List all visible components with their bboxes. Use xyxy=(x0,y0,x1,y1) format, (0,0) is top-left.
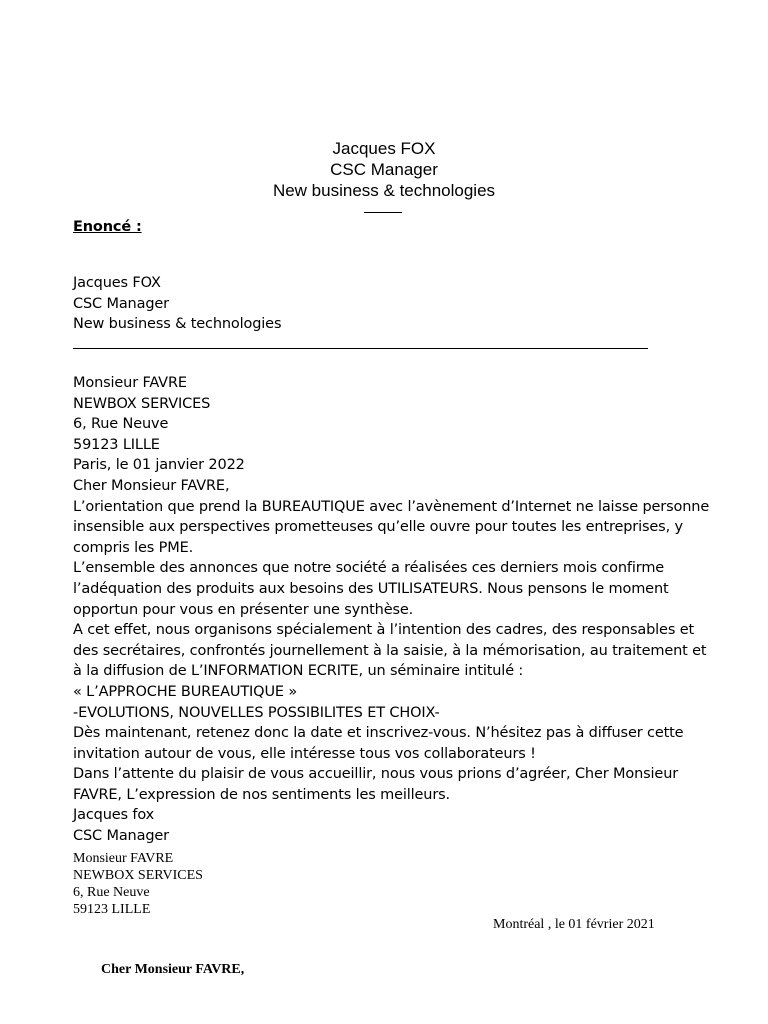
header-role: CSC Manager xyxy=(330,160,438,179)
paragraph-4: Dès maintenant, retenez donc la date et inscrivez-vous. N’hésitez pas à diffuser cette invitation autour de vous, elle intéresse tous vos collaborateurs ! xyxy=(73,725,684,762)
second-recipient-city: 59123 LILLE xyxy=(73,902,151,917)
signature-role: CSC Manager xyxy=(73,828,169,845)
letter-body xyxy=(73,373,713,847)
paragraph-1: L’orientation que prend la BUREAUTIQUE avec l’avènement d’Internet ne laisse personne insensible aux perspectives prometteuses qu’elle ouvre pour toutes les entreprises, y compris les PME. xyxy=(73,498,710,556)
date-line: Paris, le 01 janvier 2022 xyxy=(73,457,245,474)
paragraph-5: Dans l’attente du plaisir de vous accueillir, nous vous prions d’agréer, Cher Monsieur FAVRE, L’expression de nos sentiments les meilleurs. xyxy=(73,766,679,803)
signature-name: Jacques fox xyxy=(73,807,155,824)
second-recipient-name: Monsieur FAVRE xyxy=(73,851,174,866)
seminar-title: « L’APPROCHE BUREAUTIQUE » xyxy=(73,683,298,700)
salutation: Cher Monsieur FAVRE, xyxy=(73,477,230,494)
header-name: Jacques FOX xyxy=(332,139,436,158)
recipient-company: NEWBOX SERVICES xyxy=(73,395,211,412)
second-draft-address xyxy=(73,850,203,918)
sender-role: CSC Manager xyxy=(73,295,169,312)
second-date-line: Montréal , le 01 février 2021 xyxy=(493,917,655,932)
sender-divider xyxy=(73,348,648,349)
header-divider xyxy=(364,212,402,213)
paragraph-2: L’ensemble des annonces que notre société a réalisées ces derniers mois confirme l’adéquation des produits aux besoins des UTILISATEURS. Nous pensons le moment opportun pour vous en présenter une synthèse. xyxy=(73,560,669,618)
second-recipient-street: 6, Rue Neuve xyxy=(73,885,150,900)
seminar-subtitle: -EVOLUTIONS, NOUVELLES POSSIBILITES ET CHOIX- xyxy=(73,704,440,721)
second-recipient-company: NEWBOX SERVICES xyxy=(73,868,203,883)
document-header xyxy=(0,138,768,201)
recipient-street: 6, Rue Neuve xyxy=(73,416,169,433)
recipient-name: Monsieur FAVRE xyxy=(73,375,187,391)
enonce-label: Enoncé : xyxy=(73,219,142,235)
second-salutation: Cher Monsieur FAVRE, xyxy=(101,962,245,977)
recipient-city: 59123 LILLE xyxy=(73,436,160,453)
sender-department: New business & technologies xyxy=(73,316,282,333)
sender-name: Jacques FOX xyxy=(73,275,161,291)
sender-block xyxy=(73,273,713,335)
header-department: New business & technologies xyxy=(272,181,496,200)
paragraph-3: A cet effet, nous organisons spécialement à l’intention des cadres, des responsables et des secrétaires, confrontés journellement à la saisie, à la mémorisation, au traitement et à la diffusion de L’INFORMATION ECRITE, un séminaire intitulé : xyxy=(73,622,707,680)
